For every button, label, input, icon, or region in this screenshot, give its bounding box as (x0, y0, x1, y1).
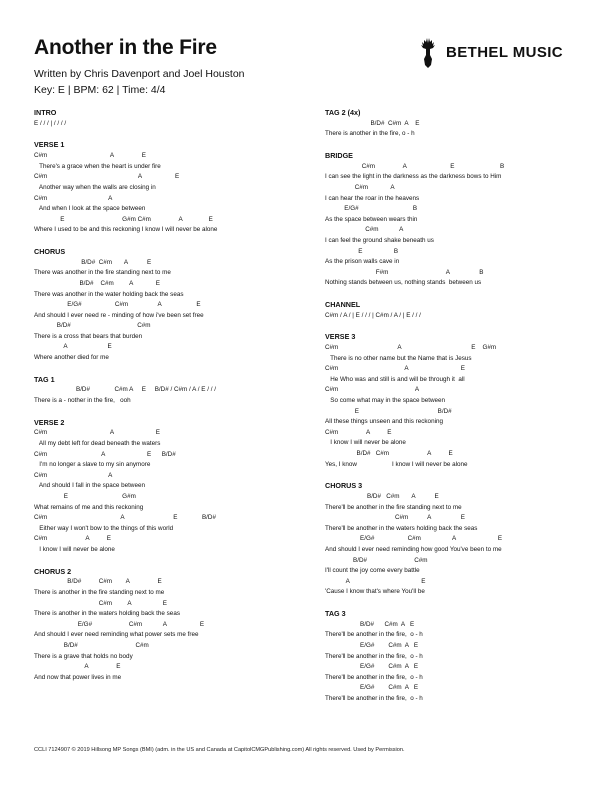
chord-line: C#m A E (325, 514, 465, 522)
lyric-line: Either way I won't bow to the things of this world (34, 524, 174, 532)
chord-line: C#m A (325, 226, 404, 234)
chord-line: C#m A E B (325, 162, 505, 170)
chord-line: F#m A B (325, 268, 484, 276)
lyric-line: And now that power lives in me (34, 673, 122, 681)
chord-line: C#m A E (325, 365, 465, 373)
chord-line: B/D# C#m A E (34, 578, 162, 586)
logo-brand-text: BETHEL MUSIC (446, 43, 564, 61)
chord-line: E / / / | / / / / (34, 119, 67, 127)
chord-line: E/G# C#m A E (325, 663, 419, 671)
lyric-line: As the space between wears thin (325, 215, 418, 223)
chord-line: A E (34, 663, 121, 671)
song-section (325, 331, 595, 470)
lyric-line: There is another in the fire, o - h (325, 130, 415, 138)
chord-line: C#m A E (325, 428, 392, 436)
chord-line: B/D# C#m (34, 641, 149, 649)
song-section (34, 374, 304, 407)
lyric-line: And should I fall in the space between (34, 482, 145, 490)
lyric-line: I'm no longer a slave to my sin anymore (34, 461, 151, 469)
lyric-line: There was another in the water holding back the seas (34, 290, 184, 298)
deer-icon (416, 35, 440, 69)
song-title: Another in the Fire (34, 36, 217, 59)
lyric-line: And should I ever need re - minding of how i've been set free (34, 311, 204, 319)
chord-line: C#m A E (34, 429, 160, 437)
lyric-line: There'll be another in the fire standing next to me (325, 503, 462, 511)
chord-line: A E (34, 343, 112, 351)
lyric-line: There is a grave that holds no body (34, 652, 133, 660)
chord-line: C#m A (325, 386, 420, 394)
chord-line: E B (325, 247, 399, 255)
lyric-line: There is another in the waters holding back the seas (34, 610, 180, 618)
lyric-line: There was another in the fire standing next to me (34, 269, 171, 277)
chord-line: C#m A E (34, 173, 180, 181)
chord-line: B/D# C#m A E (325, 493, 439, 501)
chord-line: C#m A (325, 183, 395, 191)
chord-line: C#m A E B/D# (34, 450, 176, 458)
lyric-line: There's a grace when the heart is under fire (34, 162, 161, 170)
lyric-line: Where I used to be and this reckoning I know I will never be alone (34, 226, 218, 234)
chord-line: C#m A E (34, 152, 146, 160)
chord-line: E B/D# (325, 407, 452, 415)
chord-line: B/D# C#m A E B/D# / C#m / A / E / / / (34, 386, 216, 394)
lyric-line: He Who was and still is and will be through it all (325, 375, 465, 383)
section-heading: VERSE 1 (34, 140, 65, 150)
chord-line: E/G# C#m A E (34, 301, 201, 309)
lyric-line: And should I ever need reminding how good You've been to me (325, 545, 502, 553)
lyric-line: And when I look at the space between (34, 205, 146, 213)
lyric-line: Another way when the walls are closing in (34, 183, 156, 191)
song-section (325, 150, 595, 289)
lyric-line: There is another in the fire standing next to me (34, 588, 165, 596)
chord-line: B/D# C#m (34, 322, 151, 330)
chord-line: C#m / A / | E / / / | C#m / A / | E / / / (325, 311, 421, 319)
song-section (34, 566, 304, 684)
copyright-footer: CCLI 7124907 © 2019 Hillsong MP Songs (BMI) (adm. in the US and Canada at CapitolCMGPublishing.com) All rights reserved. Used by Permission. (34, 747, 405, 753)
section-heading: INTRO (34, 108, 57, 117)
chord-line: E/G# B (325, 205, 418, 213)
lyric-line: Yes, I know I know I will never be alone (325, 460, 468, 468)
chord-line: B/D# C#m A E (325, 620, 415, 628)
lyric-line: I know I will never be alone (325, 439, 406, 447)
section-heading: CHORUS 3 (325, 481, 363, 491)
chord-line: B/D# C#m A E (325, 450, 453, 458)
chord-line: A E (325, 577, 426, 585)
song-section (325, 608, 595, 705)
song-section (325, 299, 595, 321)
chord-line: E/G# C#m A E (325, 641, 419, 649)
chord-line: B/D# C#m (325, 556, 428, 564)
chord-line: E/G# C#m A E (325, 684, 419, 692)
song-section (34, 107, 304, 129)
song-section (34, 139, 304, 236)
chord-line: E G#m C#m A E (34, 215, 213, 223)
chord-line: C#m A E G#m (325, 344, 497, 352)
section-heading: BRIDGE (325, 150, 353, 160)
lyric-line: As the prison walls cave in (325, 258, 400, 266)
song-meta: Key: E | BPM: 62 | Time: 4/4 (34, 84, 166, 96)
lyric-line: There'll be another in the fire, o - h (325, 694, 423, 702)
lyric-line: All my debt left for dead beneath the waters (34, 440, 161, 448)
section-heading: TAG 3 (325, 608, 346, 618)
lyric-line: There'll be another in the fire, o - h (325, 631, 423, 639)
lyric-line: There is a - nother in the fire, ooh (34, 397, 131, 405)
lyric-line: There is a cross that bears that burden (34, 332, 143, 340)
lyric-line: I can feel the ground shake beneath us (325, 236, 434, 244)
song-section (325, 480, 595, 598)
section-heading: VERSE 2 (34, 417, 65, 427)
chord-line: C#m A E B/D# (34, 514, 216, 522)
lyric-line: And should I ever need reminding what power sets me free (34, 631, 199, 639)
lyric-line: What remains of me and this reckoning (34, 503, 144, 511)
chord-line: C#m A (34, 471, 113, 479)
lyric-line: I can see the light in the darkness as the darkness bows to Him (325, 173, 502, 181)
chord-line: B/D# C#m A E (325, 119, 420, 127)
song-section (325, 107, 595, 140)
chord-line: E/G# C#m A E (325, 535, 503, 543)
lyric-line: 'Cause I know that's where You'll be (325, 588, 425, 596)
bethel-music-logo (416, 34, 563, 70)
lyric-line: I know I will never be alone (34, 545, 115, 553)
lyric-line: All these things unseen and this reckoning (325, 418, 443, 426)
chord-line: E/G# C#m A E (34, 620, 205, 628)
chord-line: C#m A E (34, 599, 167, 607)
chord-line: B/D# C#m A E (34, 258, 152, 266)
lyric-line: There'll be another in the fire, o - h (325, 673, 423, 681)
lyric-line: I can hear the roar in the heavens (325, 194, 420, 202)
lyric-line: I'll count the joy come every battle (325, 567, 420, 575)
section-heading: CHORUS 2 (34, 566, 72, 576)
chord-line: B/D# C#m A E (34, 279, 160, 287)
chord-line: E G#m (34, 493, 136, 501)
song-section (34, 246, 304, 364)
right-column (325, 107, 595, 715)
lyric-line: So come what may in the space between (325, 397, 446, 405)
section-heading: CHANNEL (325, 299, 361, 309)
section-heading: CHORUS (34, 246, 66, 256)
left-column (34, 107, 304, 693)
lyric-line: There is no other name but the Name that is Jesus (325, 354, 472, 362)
chord-line: C#m A E (34, 535, 111, 543)
lyric-line: Where another died for me (34, 354, 109, 362)
section-heading: VERSE 3 (325, 332, 356, 342)
section-heading: TAG 2 (4x) (325, 108, 361, 117)
lyric-line: There'll be another in the fire, o - h (325, 652, 423, 660)
songwriter-credits: Written by Chris Davenport and Joel Houston (34, 68, 245, 80)
song-section (34, 417, 304, 556)
section-heading: TAG 1 (34, 374, 55, 384)
lyric-line: Nothing stands between us, nothing stands between us (325, 279, 482, 287)
chord-line: C#m A (34, 194, 113, 202)
lyric-line: There'll be another in the waters holding back the seas (325, 524, 478, 532)
